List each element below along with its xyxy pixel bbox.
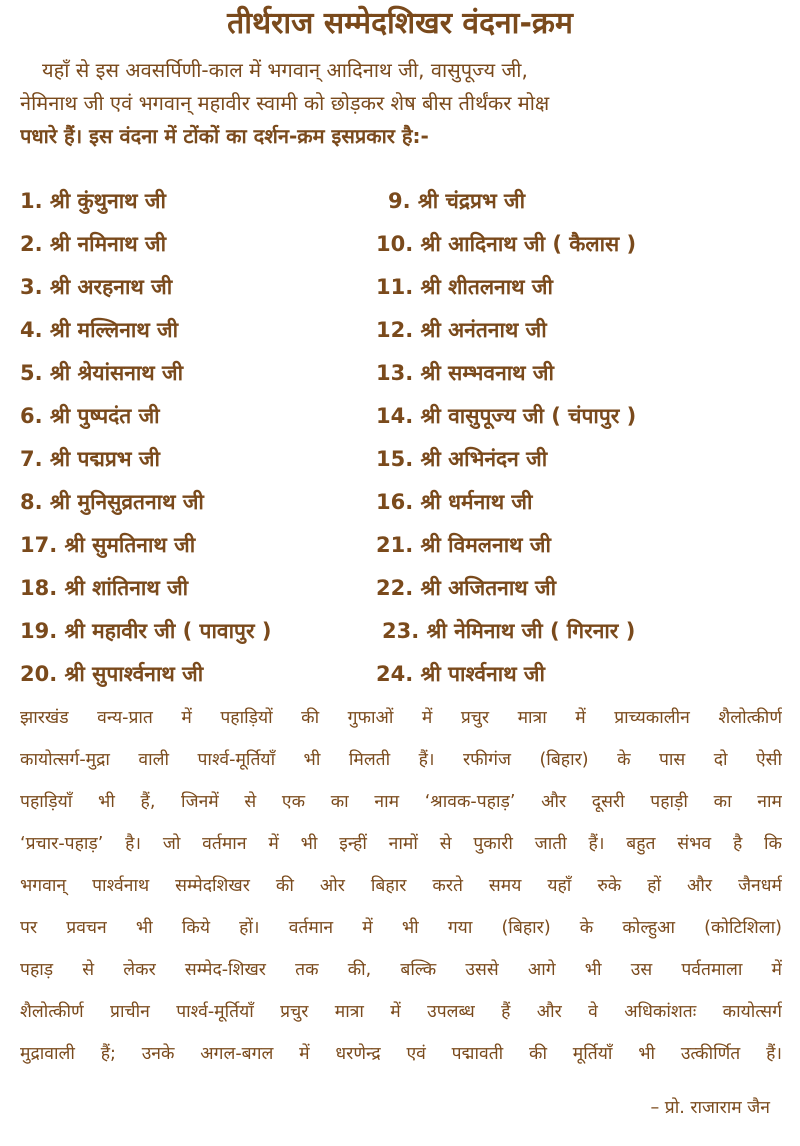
body-line: भगवान् पार्श्वनाथ सम्मेदशिखर की ओर बिहार करते समय यहाँ रुके हों और जैनधर्म [20, 876, 782, 896]
list-item: 17. श्री सुमतिनाथ जी [20, 533, 196, 557]
intro-paragraph [20, 54, 782, 153]
list-item: 3. श्री अरहनाथ जी [20, 275, 173, 299]
body-line: पर प्रवचन भी किये हों। वर्तमान में भी गया (बिहार) के कोल्हुआ (कोटिशिला) [20, 918, 782, 938]
list-item: 7. श्री पद्मप्रभ जी [20, 447, 160, 471]
list-row [20, 524, 780, 567]
intro-line: पधारे हैं। इस वंदना में टोंकों का दर्शन-क्रम इसप्रकार है:- [20, 124, 429, 148]
list-item: 11. श्री शीतलनाथ जी [376, 275, 553, 299]
list-row [20, 567, 780, 610]
list-item: 10. श्री आदिनाथ जी ( कैलास ) [376, 232, 637, 256]
list-row [20, 610, 780, 653]
body-line: कायोत्सर्ग-मुद्रा वाली पार्श्व-मूर्तियाँ भी मिलती हैं। रफीगंज (बिहार) के पास दो ऐसी [20, 750, 782, 770]
list-item: 9. श्री चंद्रप्रभ जी [388, 189, 526, 213]
intro-line: नेमिनाथ जी एवं भगवान् महावीर स्वामी को छोड़कर शेष बीस तीर्थंकर मोक्ष [20, 91, 550, 115]
intro-line: यहाँ से इस अवसर्पिणी-काल में भगवान् आदिनाथ जी, वासुपूज्य जी, [42, 58, 528, 82]
list-item: 24. श्री पार्श्वनाथ जी [376, 662, 545, 686]
list-row [20, 309, 780, 352]
list-row [20, 481, 780, 524]
list-item: 6. श्री पुष्पदंत जी [20, 404, 160, 428]
list-item: 18. श्री शांतिनाथ जी [20, 576, 189, 600]
body-line: ‘प्रचार-पहाड़’ है। जो वर्तमान में भी इन्हीं नामों से पुकारी जाती हैं। बहुत संभव है कि [20, 834, 782, 854]
author-attribution: – प्रो. राजाराम जैन [650, 1098, 770, 1118]
page-title: तीर्थराज सम्मेदशिखर वंदना-क्रम [227, 6, 573, 41]
list-item: 14. श्री वासुपूज्य जी ( चंपापुर ) [376, 404, 637, 428]
list-row [20, 352, 780, 395]
body-line: पहाड़ से लेकर सम्मेद-शिखर तक की, बल्कि उससे आगे भी उस पर्वतमाला में [20, 960, 782, 980]
list-item: 8. श्री मुनिसुव्रतनाथ जी [20, 490, 204, 514]
body-line: पहाड़ियाँ भी हैं, जिनमें से एक का नाम ‘श्रावक-पहाड़’ और दूसरी पहाड़ी का नाम [20, 792, 782, 812]
body-paragraph [20, 697, 782, 1075]
list-item: 13. श्री सम्भवनाथ जी [376, 361, 554, 385]
list-row [20, 395, 780, 438]
list-item: 22. श्री अजितनाथ जी [376, 576, 557, 600]
list-item: 1. श्री कुंथुनाथ जी [20, 189, 166, 213]
body-line: शैलोत्कीर्ण प्राचीन पार्श्व-मूर्तियाँ प्रचुर मात्रा में उपलब्ध हैं और वे अधिकांशतः कायोत्सर्ग [20, 1002, 782, 1022]
list-item: 21. श्री विमलनाथ जी [376, 533, 551, 557]
list-row [20, 266, 780, 309]
list-item: 5. श्री श्रेयांसनाथ जी [20, 361, 184, 385]
body-line: मुद्रावाली हैं; उनके अगल-बगल में धरणेन्द्र एवं पद्मावती की मूर्तियाँ भी उत्कीर्णित हैं। [20, 1044, 782, 1064]
list-row [20, 438, 780, 481]
list-row [20, 653, 780, 696]
list-item: 15. श्री अभिनंदन जी [376, 447, 548, 471]
list-item: 20. श्री सुपार्श्वनाथ जी [20, 662, 204, 686]
body-line: झारखंड वन्य-प्रात में पहाड़ियों की गुफाओं में प्रचुर मात्रा में प्राच्यकालीन शैलोत्कीर्ण [20, 708, 782, 728]
list-item: 23. श्री नेमिनाथ जी ( गिरनार ) [382, 619, 636, 643]
list-item: 2. श्री नमिनाथ जी [20, 232, 167, 256]
list-item: 4. श्री मल्लिनाथ जी [20, 318, 179, 342]
list-item: 16. श्री धर्मनाथ जी [376, 490, 533, 514]
list-row [20, 180, 780, 223]
tirthankar-list [20, 180, 780, 696]
list-item: 12. श्री अनंतनाथ जी [376, 318, 547, 342]
list-row [20, 223, 780, 266]
list-item: 19. श्री महावीर जी ( पावापुर ) [20, 619, 272, 643]
